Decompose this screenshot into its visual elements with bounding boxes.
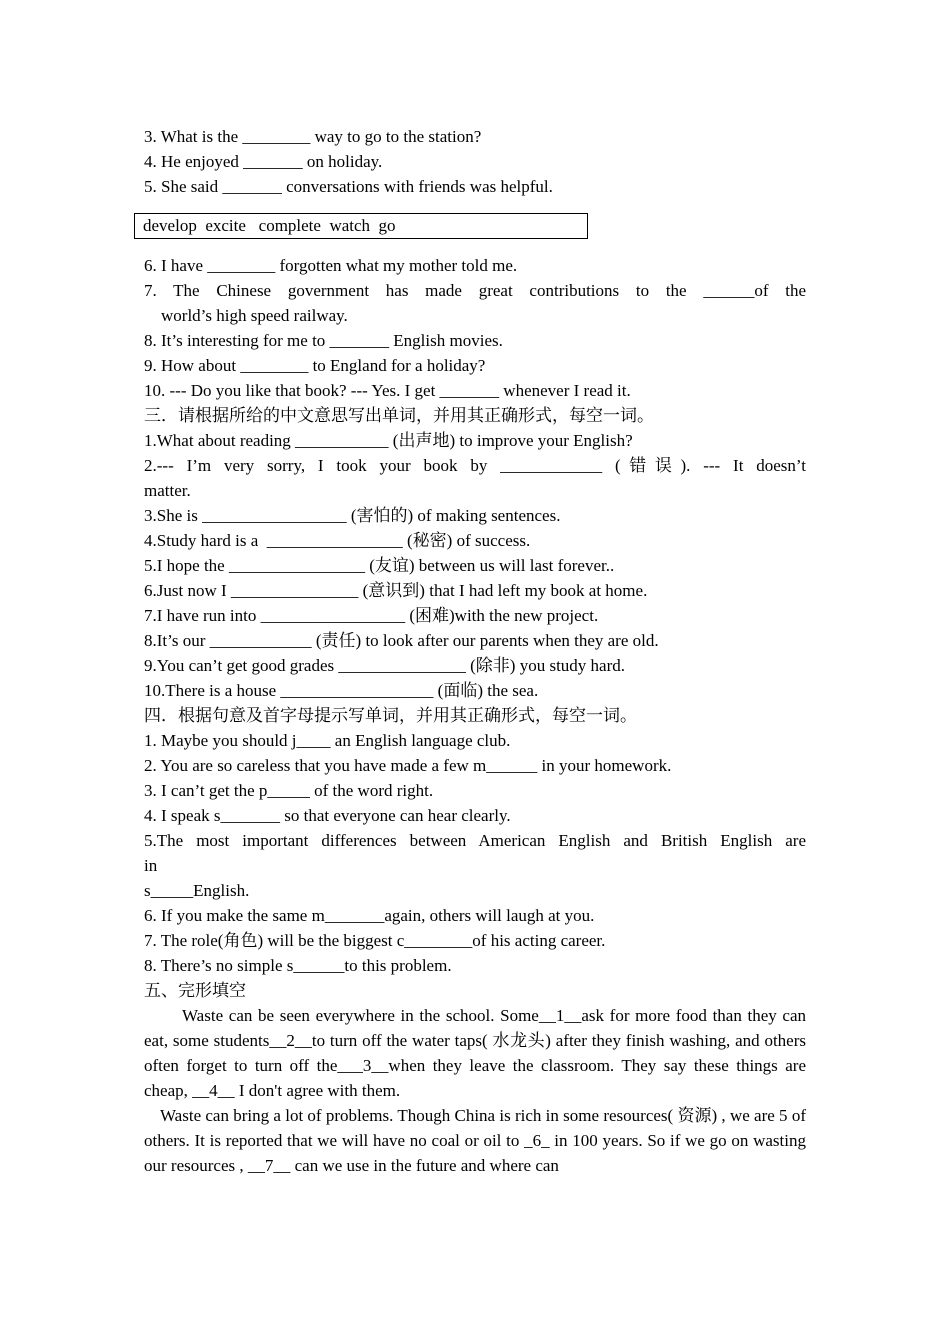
s4-question-5-line-1: 5.The most important differences between American English and British English are [144,831,806,850]
s4-q1-text: 1. Maybe you should j [144,731,297,750]
section-three-title: 三．请根据所给的中文意思写出单词，并用其正确形式，每空一词。 [144,406,654,425]
section-five-title: 五、完形填空 [144,981,246,1000]
section-four [144,703,806,978]
question-7-line-1: 7. The Chinese government has made great contributions to the ______of the [144,281,806,300]
cloze-text: Waste can bring a lot of problems. Though China is rich in some resources( 资源) , we are 5 of others. It is reported that we will have no coal or oil to [144,1106,806,1150]
s4-q1-blank: ____ [296,731,331,750]
question-3: 3. What is the ________ way to go to the station? [144,127,482,146]
s4-q8-text: 8. There’s no simple s [144,956,294,975]
question-10: 10. --- Do you like that book? --- Yes. I get _______ whenever I read it. [144,381,631,400]
s4-question-5-line-3 [144,878,806,903]
part-two-tail [144,124,806,199]
s3-question-3: 3.She is _________________ (害怕的) of making sentences. [144,506,561,525]
s4-q3-blank: _____ [267,781,310,800]
cloze-blank-6: _6_ [524,1131,550,1150]
s4-q6-blank: _______ [324,906,385,925]
s4-q8-blank: ______ [293,956,345,975]
s4-q1-text-end: an English language club. [330,731,511,750]
s3-question-10: 10.There is a house __________________ (面临) the sea. [144,681,539,700]
s4-question-7 [144,928,806,953]
worksheet-page [144,124,806,1178]
s4-q3-text: 3. I can’t get the p [144,781,268,800]
s4-q4-text-end: so that everyone can hear clearly. [279,806,511,825]
s4-q7-text: 7. The role(角色) will be the biggest c [144,931,405,950]
s4-question-8 [144,953,806,978]
cloze-paragraph-2 [144,1103,806,1178]
question-5: 5. She said _______ conversations with friends was helpful. [144,177,553,196]
cloze-blank-7: __7__ [247,1156,291,1175]
s3-question-1: 1.What about reading ___________ (出声地) to improve your English? [144,431,633,450]
word-bank-box: develop excite complete watch go [134,213,588,239]
s4-q5-blank: _____ [150,881,194,900]
s4-q7-text-end: of his acting career. [472,931,606,950]
cloze-text: in 100 years. So if we go on wasting our resources , [144,1131,806,1175]
s3-question-7: 7.I have run into _________________ (困难)with the new project. [144,606,599,625]
cloze-blank-3: ___3__ [337,1056,389,1075]
s3-question-2-line-1: 2.--- I’m very sorry, I took your book by ____________ (错误). --- It doesn’t [144,456,806,475]
question-8: 8. It’s interesting for me to _______ English movies. [144,331,503,350]
s4-question-3 [144,778,806,803]
cloze-blank-2: __2__ [269,1031,312,1050]
s4-q6-text: 6. If you make the same m [144,906,325,925]
section-four-title: 四．根据句意及首字母提示写单词，并用其正确形式，每空一词。 [144,706,637,725]
s4-q6-text-end: again, others will laugh at you. [384,906,595,925]
s4-q2-blank: ______ [486,756,538,775]
cloze-text: to turn off the water taps( 水龙头) after they finish washing, and others often forget to turn off the [144,1031,807,1075]
cloze-text: when they leave the classroom. They say these things are cheap, [144,1056,806,1100]
s4-q2-text: 2. You are so careless that you have made a few m [144,756,487,775]
s3-question-5: 5.I hope the ________________ (友谊) between us will last forever.. [144,556,615,575]
s4-question-6 [144,903,806,928]
section-five [144,978,806,1178]
cloze-blank-4: __4__ [192,1081,235,1100]
s4-q5-text-end: English. [193,881,250,900]
s4-q2-text-end: in your homework. [537,756,672,775]
s3-question-8: 8.It’s our ____________ (责任) to look after our parents when they are old. [144,631,659,650]
s4-question-1 [144,728,806,753]
s3-question-2-line-2: matter. [144,481,191,500]
s4-q7-blank: ________ [404,931,473,950]
s3-question-9: 9.You can’t get good grades _______________ (除非) you study hard. [144,656,625,675]
question-6: 6. I have ________ forgotten what my mother told me. [144,256,518,275]
s4-q3-text-end: of the word right. [309,781,434,800]
s3-question-6: 6.Just now I _______________ (意识到) that I had left my book at home. [144,581,648,600]
s4-question-5-line-2: in [144,856,158,875]
cloze-text: can we use in the future and where can [290,1156,559,1175]
s4-q4-blank: _______ [220,806,280,825]
cloze-blank-1: __1__ [538,1006,582,1025]
s3-question-4: 4.Study hard is a ________________ (秘密) of success. [144,531,531,550]
s4-question-2 [144,753,806,778]
question-4: 4. He enjoyed _______ on holiday. [144,152,383,171]
cloze-text: Waste can be seen everywhere in the school. Some [182,1006,539,1025]
s4-question-4 [144,803,806,828]
s4-q4-text: 4. I speak s [144,806,221,825]
s4-q5-text: s [144,881,151,900]
cloze-text: I don't agree with them. [234,1081,401,1100]
part-two-b [144,253,806,403]
section-three [144,403,806,703]
s4-q8-text-end: to this problem. [344,956,452,975]
cloze-paragraph-1 [144,1003,806,1103]
cloze-text: ask for more food than they can eat, some students [144,1006,807,1050]
question-7-line-2: world’s high speed railway. [161,306,348,325]
question-9: 9. How about ________ to England for a holiday? [144,356,486,375]
